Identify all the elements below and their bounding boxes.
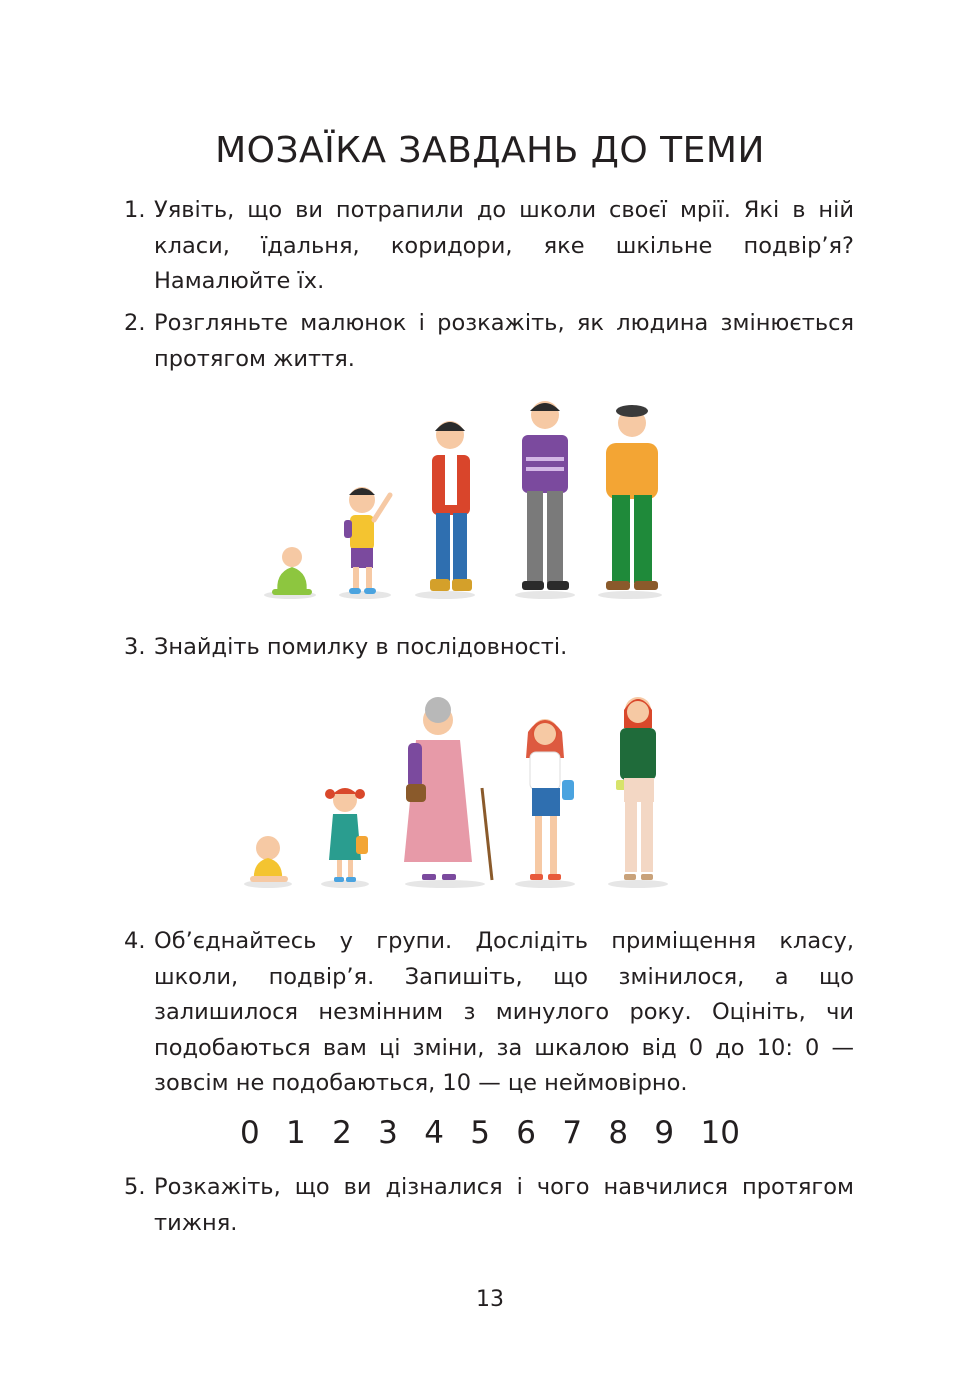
boy-figure: [344, 487, 390, 594]
rating-scale: [240, 1115, 740, 1159]
task-5: [124, 1170, 854, 1241]
grandpa-figure: [606, 405, 658, 590]
teen-girl-figure: [526, 719, 574, 880]
task-number: 2.: [124, 310, 146, 336]
scale-value: 9: [654, 1115, 675, 1151]
task-text: Об’єднайтесь у групи. Дослідіть приміщення класу, школи, подвір’я. Запишіть, що змінилося, а що залишилося незмінним з минулого року. Оцініть, чи подобаються вам ці зміни, за шкалою від 0 до 10: 0 — зовсім не подобаються, 10 — це неймовірно.: [154, 928, 854, 1096]
scale-value: 3: [378, 1115, 398, 1151]
scale-value: 0: [240, 1115, 260, 1151]
adult-man-figure: [522, 401, 569, 590]
scale-value: 7: [562, 1115, 583, 1151]
scale-value: 10: [700, 1115, 740, 1151]
scale-value: 1: [286, 1115, 306, 1151]
task-number: 5.: [124, 1174, 146, 1200]
scale-value: 2: [332, 1115, 352, 1151]
baby-figure: [272, 547, 312, 595]
scale-value: 5: [470, 1115, 490, 1151]
task-number: 4.: [124, 928, 146, 954]
task-text: Розгляньте малюнок і розкажіть, як людина змінюється протягом життя.: [154, 310, 854, 372]
scale-value: 4: [424, 1115, 444, 1151]
task-4: [124, 924, 854, 1102]
task-3: [124, 630, 854, 666]
scale-value: 6: [516, 1115, 537, 1151]
woman-figure: [616, 697, 656, 880]
baby-girl-figure: [250, 836, 288, 882]
page-title: МОЗАЇКА ЗАВДАНЬ ДО ТЕМИ: [215, 130, 765, 172]
teen-figure: [430, 421, 472, 591]
task-text: Уявіть, що ви потрапили до школи своєї мрії. Які в ній класи, їдальня, коридори, яке шкільне подвір’я? Намалюйте їх.: [154, 197, 854, 294]
old-woman-figure: [404, 697, 492, 880]
task-number: 3.: [124, 634, 146, 660]
page-number: 13: [476, 1287, 504, 1312]
task-number: 1.: [124, 197, 146, 223]
scale-value: 8: [608, 1115, 629, 1151]
task-text: Розкажіть, що ви дізналися і чого навчилися протягом тижня.: [154, 1174, 854, 1236]
male-life-stages-illustration: [260, 395, 680, 605]
female-life-stages-illustration: [240, 688, 680, 893]
task-2: [124, 306, 854, 377]
task-text: Знайдіть помилку в послідовності.: [154, 634, 568, 660]
girl-figure: [325, 788, 368, 882]
task-1: [124, 193, 854, 300]
